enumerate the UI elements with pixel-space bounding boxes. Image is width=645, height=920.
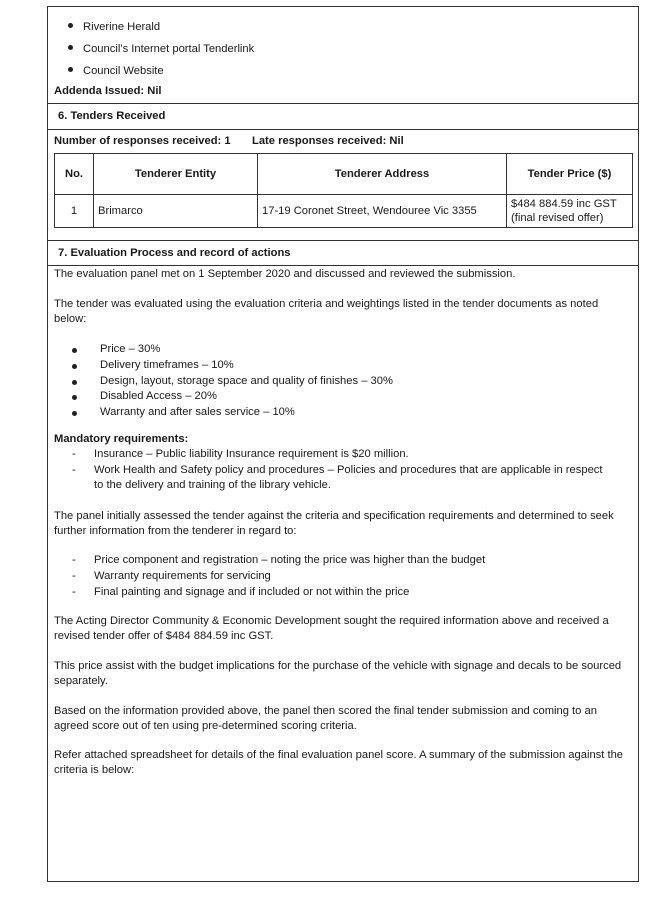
table-header-row [55, 154, 633, 195]
bullet-icon [72, 411, 77, 416]
further-info-item: - Warranty requirements for servicing [72, 570, 271, 582]
paragraph: This price assist with the budget implications for the purchase of the vehicle with signage and decals to be sourced separately. [54, 660, 622, 687]
divider [48, 240, 638, 241]
late-responses: Late responses received: Nil [252, 135, 404, 147]
col-header-entity: Tenderer Entity [94, 154, 258, 195]
criteria-item: Warranty and after sales service – 10% [72, 406, 295, 418]
paragraph: The panel initially assessed the tender against the criteria and specification requirements and determined to seek further information from the tenderer in regard to: [54, 510, 614, 537]
further-info-item: - Final painting and signage and if included or not within the price [72, 586, 410, 598]
advertising-item: Council’s Internet portal Tenderlink [68, 43, 254, 55]
bullet-icon [72, 380, 77, 385]
paragraph: The Acting Director Community & Economic Development sought the required information above and received a revised tender offer of $484 884.59 inc GST. [54, 615, 609, 642]
bullet-icon [72, 395, 77, 400]
document-page [47, 6, 639, 882]
criteria-item: Price – 30% [72, 343, 160, 355]
cell-address: 17-19 Coronet Street, Wendouree Vic 3355 [258, 195, 507, 228]
responses-received: Number of responses received: 1 [54, 135, 231, 147]
paragraph: Based on the information provided above, the panel then scored the final tender submission and coming to an agreed score out of ten using pre-determined scoring criteria. [54, 705, 597, 732]
advertising-item: Council Website [68, 65, 164, 77]
bullet-icon [68, 67, 73, 72]
addenda-issued: Addenda Issued: Nil [54, 85, 162, 97]
divider [48, 265, 638, 266]
cell-price [507, 195, 633, 228]
divider [48, 129, 638, 130]
bullet-icon [72, 364, 77, 369]
further-info-item: - Price component and registration – noting the price was higher than the budget [72, 554, 486, 566]
divider [48, 103, 638, 104]
section-6-heading: 6. Tenders Received [58, 110, 166, 122]
bullet-icon [72, 348, 77, 353]
advertising-item: Riverine Herald [68, 21, 160, 33]
criteria-item: Disabled Access – 20% [72, 390, 217, 402]
criteria-item: Design, layout, storage space and quality of finishes – 30% [72, 375, 393, 387]
price-note: (final revised offer) [511, 212, 604, 224]
price-value: $484 884.59 inc GST [511, 198, 617, 210]
cell-no: 1 [55, 195, 94, 228]
criteria-item: Delivery timeframes – 10% [72, 359, 234, 371]
col-header-no: No. [55, 154, 94, 195]
mandatory-item: - Insurance – Public liability Insurance requirement is $20 million. [72, 448, 409, 460]
col-header-price: Tender Price ($) [507, 154, 633, 195]
section-7-heading: 7. Evaluation Process and record of actions [58, 247, 291, 259]
table-row [55, 195, 633, 228]
bullet-icon [68, 23, 73, 28]
cell-entity: Brimarco [94, 195, 258, 228]
bullet-icon [68, 45, 73, 50]
mandatory-heading: Mandatory requirements: [54, 433, 189, 445]
mandatory-item: - Work Health and Safety policy and procedures – Policies and procedures that are applicable in respect to the delivery and training of the library vehicle. [72, 464, 603, 491]
paragraph: Refer attached spreadsheet for details of the final evaluation panel score. A summary of the submission against the criteria is below: [54, 749, 624, 776]
paragraph: The tender was evaluated using the evaluation criteria and weightings listed in the tender documents as noted below: [54, 298, 599, 325]
paragraph: The evaluation panel met on 1 September 2020 and discussed and reviewed the submission. [54, 268, 516, 280]
tender-table [54, 153, 633, 228]
col-header-address: Tenderer Address [258, 154, 507, 195]
